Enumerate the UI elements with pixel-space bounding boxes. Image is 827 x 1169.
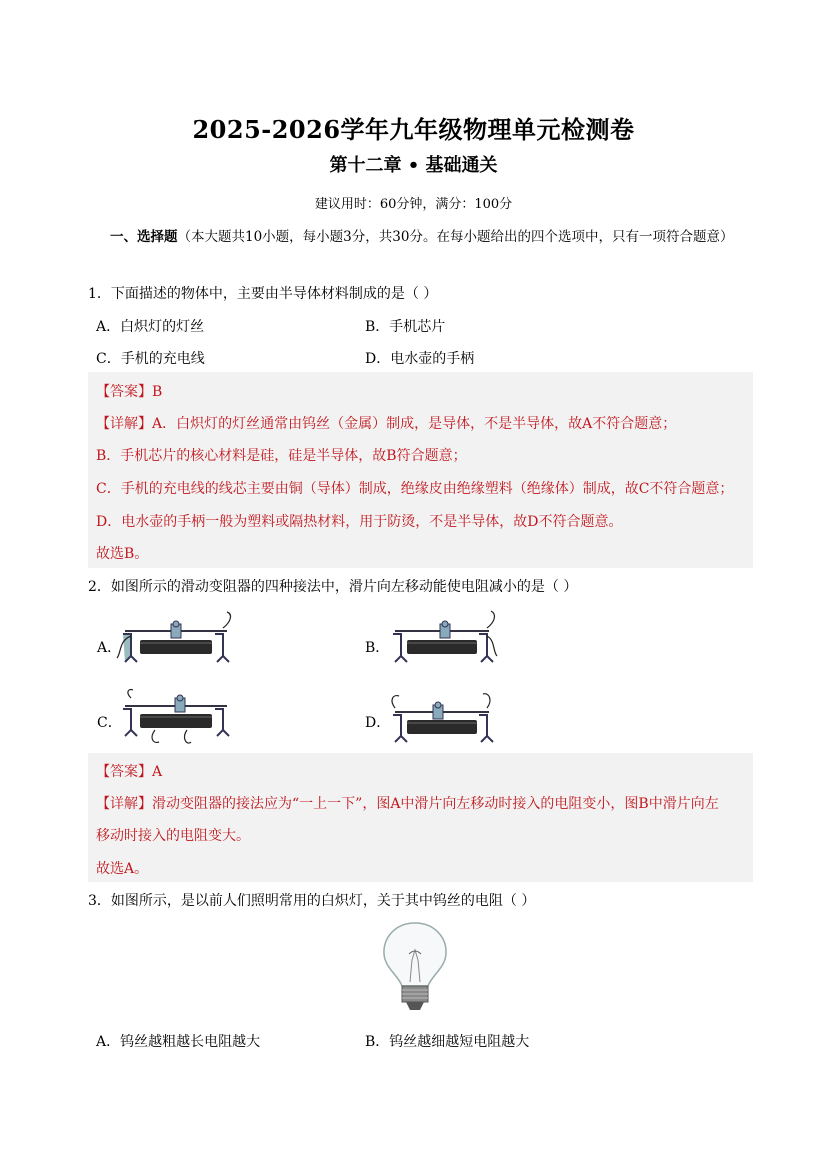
exam-meta: 建议用时：60分钟，满分：100分 [314, 197, 513, 212]
q2-figure-label-a: A． [97, 640, 122, 656]
q3-option-a: A．钨丝越粗越长电阻越大 [96, 1034, 261, 1050]
question-3-stem: 3．如图所示，是以前人们照明常用的白炽灯，关于其中钨丝的电阻（ ） [88, 893, 536, 909]
rheostat-figure-d [385, 688, 500, 748]
section-title: 一、选择题 [110, 229, 178, 245]
q1-answer: 【答案】B [96, 384, 163, 400]
question-1-stem: 1．下面描述的物体中，主要由半导体材料制成的是（ ） [88, 286, 438, 302]
q1-option-d: D．电水壶的手柄 [365, 351, 475, 367]
q1-option-c: C．手机的充电线 [96, 351, 205, 367]
rheostat-figure-b [385, 610, 500, 670]
q1-option-b: B．手机芯片 [365, 319, 446, 335]
q2-figure-label-b: B． [365, 640, 390, 656]
page-title: 2025-2026学年九年级物理单元检测卷 [192, 115, 635, 144]
q1-detail-line: 故选B。 [96, 546, 149, 562]
q2-answer-box [88, 753, 753, 882]
q1-detail-line: B．手机芯片的核心材料是硅，硅是半导体，故B符合题意； [96, 448, 467, 464]
q2-answer: 【答案】A [96, 764, 163, 780]
q1-option-a: A．白炽灯的灯丝 [96, 319, 205, 335]
q2-detail-line: 故选A。 [96, 861, 149, 877]
q2-detail-line: 移动时接入的电阻变大。 [96, 828, 250, 844]
light-bulb-figure [380, 920, 450, 1015]
rheostat-figure-a [115, 610, 240, 670]
q1-detail-line: 【详解】A．白炽灯的灯丝通常由钨丝（金属）制成，是导体，不是半导体，故A不符合题意； [96, 416, 677, 432]
q1-detail-line: D．电水壶的手柄一般为塑料或隔热材料，用于防烫，不是半导体，故D不符合题意。 [96, 514, 623, 530]
q3-option-b: B．钨丝越细越短电阻越大 [365, 1034, 530, 1050]
chapter-subtitle: 第十二章 • 基础通关 [329, 155, 498, 176]
q2-figure-label-d: D． [365, 715, 391, 731]
q1-answer-box [88, 372, 753, 568]
section-heading [110, 224, 760, 251]
q1-detail-line: C．手机的充电线的线芯主要由铜（导体）制成，绝缘皮由绝缘塑料（绝缘体）制成，故C不符合题意； [96, 481, 734, 497]
q2-detail-line: 【详解】滑动变阻器的接法应为“一上一下”，图A中滑片向左移动时接入的电阻变小，图B中滑片向左 [96, 796, 719, 812]
rheostat-figure-c [115, 688, 240, 748]
q2-figure-label-c: C． [97, 715, 122, 731]
section-description: （本大题共10小题，每小题3分，共30分。在每小题给出的四个选项中，只有一项符合题意） [177, 229, 734, 245]
question-2-stem: 2．如图所示的滑动变阻器的四种接法中，滑片向左移动能使电阻减小的是（ ） [88, 579, 578, 595]
